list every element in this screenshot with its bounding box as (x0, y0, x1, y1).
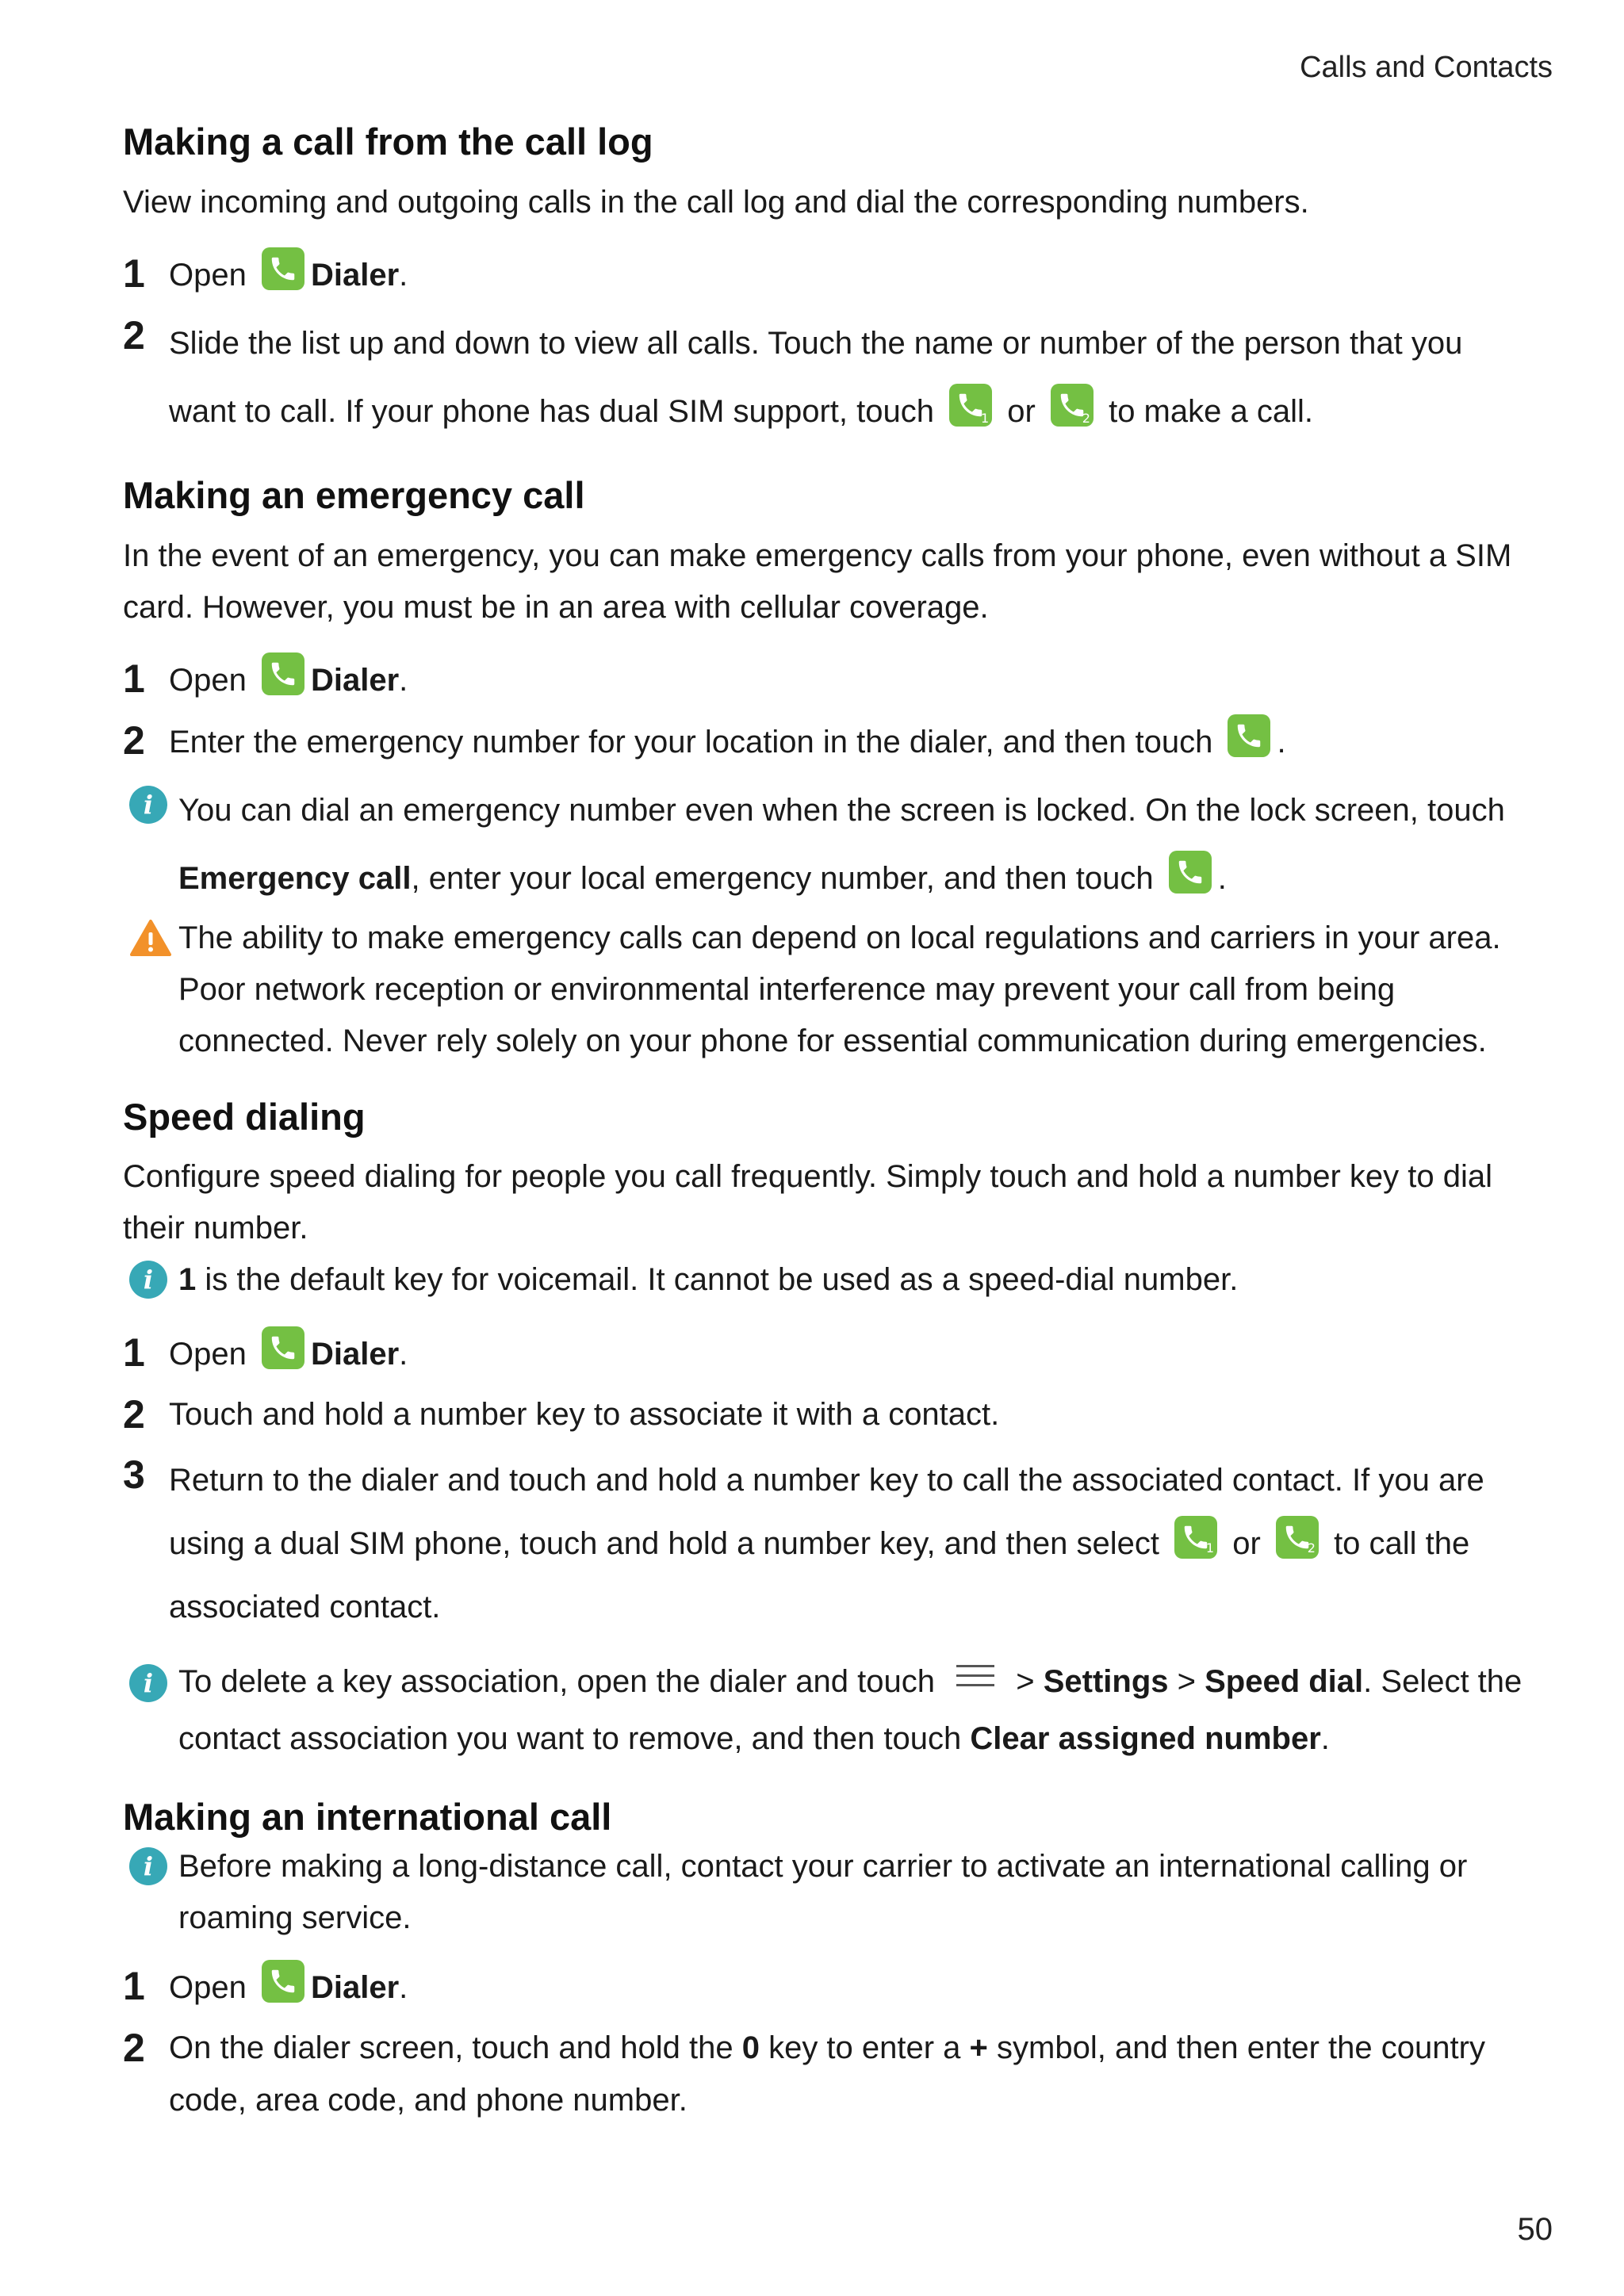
menu-icon (955, 1660, 996, 1692)
app-name: Dialer (310, 1970, 400, 2005)
dialer-app-icon (262, 652, 304, 695)
section-call-log (123, 119, 1534, 446)
info-note (123, 1254, 1534, 1306)
note-text: 1 is the default key for voicemail. It cannot be used as a speed-dial number. (178, 1262, 1239, 1298)
sim1-call-icon: 1 (949, 384, 992, 427)
step-text: Return to the dialer and touch and hold a number key to call the associated contact. If you are using a dual SIM phone, touch and hold a number key, and then select 1 or 2 to call the associated contact. (169, 1463, 1484, 1625)
step (123, 247, 1534, 301)
page-content (123, 119, 1534, 2153)
step-number: 2 (123, 2026, 145, 2070)
step (123, 652, 1534, 706)
section-title: Speed dialing (123, 1095, 366, 1138)
step-number: 2 (123, 312, 145, 358)
warning-note (123, 913, 1534, 1067)
app-name: Dialer (310, 1337, 400, 1372)
step (123, 1388, 1534, 1441)
step-number: 2 (123, 1392, 145, 1437)
step-text: Open Dialer. (169, 1326, 1534, 1380)
section-intro: In the event of an emergency, you can make emergency calls from your phone, even without a SIM card. However, you must be in an area with cellular coverage. (123, 538, 1512, 625)
section-title: Making an international call (123, 1796, 612, 1839)
warning-text: The ability to make emergency calls can depend on local regulations and carriers in your area. Poor network reception or environmental interference may prevent your call from being connected. Never rely solely on your phone for essential communication during emergencies. (178, 920, 1501, 1058)
app-name: Dialer (310, 257, 400, 293)
step-text: Open Dialer. (169, 247, 1534, 301)
step (123, 2022, 1534, 2126)
step-text: Enter the emergency number for your location in the dialer, and then touch . (169, 714, 1534, 768)
step-number: 3 (123, 1452, 145, 1498)
page-header: Calls and Contacts (1300, 51, 1553, 84)
step (123, 714, 1534, 768)
step-number: 1 (123, 251, 145, 296)
step (123, 1326, 1534, 1380)
section-emergency-call (123, 473, 1534, 1067)
info-icon: i (129, 1664, 167, 1702)
step-number: 1 (123, 656, 145, 701)
note-text: You can dial an emergency number even when the screen is locked. On the lock screen, touch Emergency call, enter your local emergency number, and then touch . (178, 792, 1505, 896)
step (123, 309, 1534, 446)
section-title: Making an emergency call (123, 473, 585, 516)
section-intro: Configure speed dialing for people you call frequently. Simply touch and hold a number key to dial their number. (123, 1159, 1492, 1246)
info-icon: i (129, 1847, 167, 1885)
note-text: Before making a long-distance call, contact your carrier to activate an international calling or roaming service. (178, 1849, 1468, 1935)
info-icon: i (129, 786, 167, 824)
step-text: On the dialer screen, touch and hold the 0 key to enter a + symbol, and then enter the country code, area code, and phone number. (169, 2030, 1485, 2118)
dialer-app-icon (262, 247, 304, 290)
call-button-icon (1228, 714, 1270, 757)
step-text: Slide the list up and down to view all calls. Touch the name or number of the person that you want to call. If your phone has dual SIM support, touch 1 or 2 to make a call. (169, 325, 1463, 429)
app-name: Dialer (310, 662, 400, 698)
dialer-app-icon (262, 1326, 304, 1369)
sim2-call-icon: 2 (1051, 384, 1094, 427)
note-text: To delete a key association, open the dialer and touch > Settings > Speed dial. Select the contact association you want to remove, and then touch Clear assigned number. (178, 1647, 1534, 1767)
section-speed-dialing (123, 1094, 1534, 1768)
step-number: 2 (123, 718, 145, 763)
step-number: 1 (123, 1964, 145, 2008)
step-number: 1 (123, 1330, 145, 1376)
section-international-call (123, 1794, 1534, 2126)
step-text: Touch and hold a number key to associate it with a contact. (169, 1397, 1000, 1433)
dialer-app-icon (262, 1960, 304, 2003)
warning-icon (129, 919, 172, 957)
sim1-call-icon: 1 (1174, 1516, 1217, 1559)
section-intro: View incoming and outgoing calls in the call log and dial the corresponding numbers. (123, 184, 1309, 220)
info-note (123, 1841, 1534, 1944)
step-text: Open Dialer. (169, 1960, 1534, 2014)
page-number: 50 (1517, 2212, 1553, 2247)
section-title: Making a call from the call log (123, 121, 653, 163)
info-note (123, 776, 1534, 913)
call-button-icon (1169, 851, 1212, 894)
info-note (123, 1647, 1534, 1767)
step (123, 1448, 1534, 1639)
step (123, 1960, 1534, 2014)
info-icon: i (129, 1261, 167, 1299)
step-text: Open Dialer. (169, 652, 1534, 706)
sim2-call-icon: 2 (1276, 1516, 1319, 1559)
